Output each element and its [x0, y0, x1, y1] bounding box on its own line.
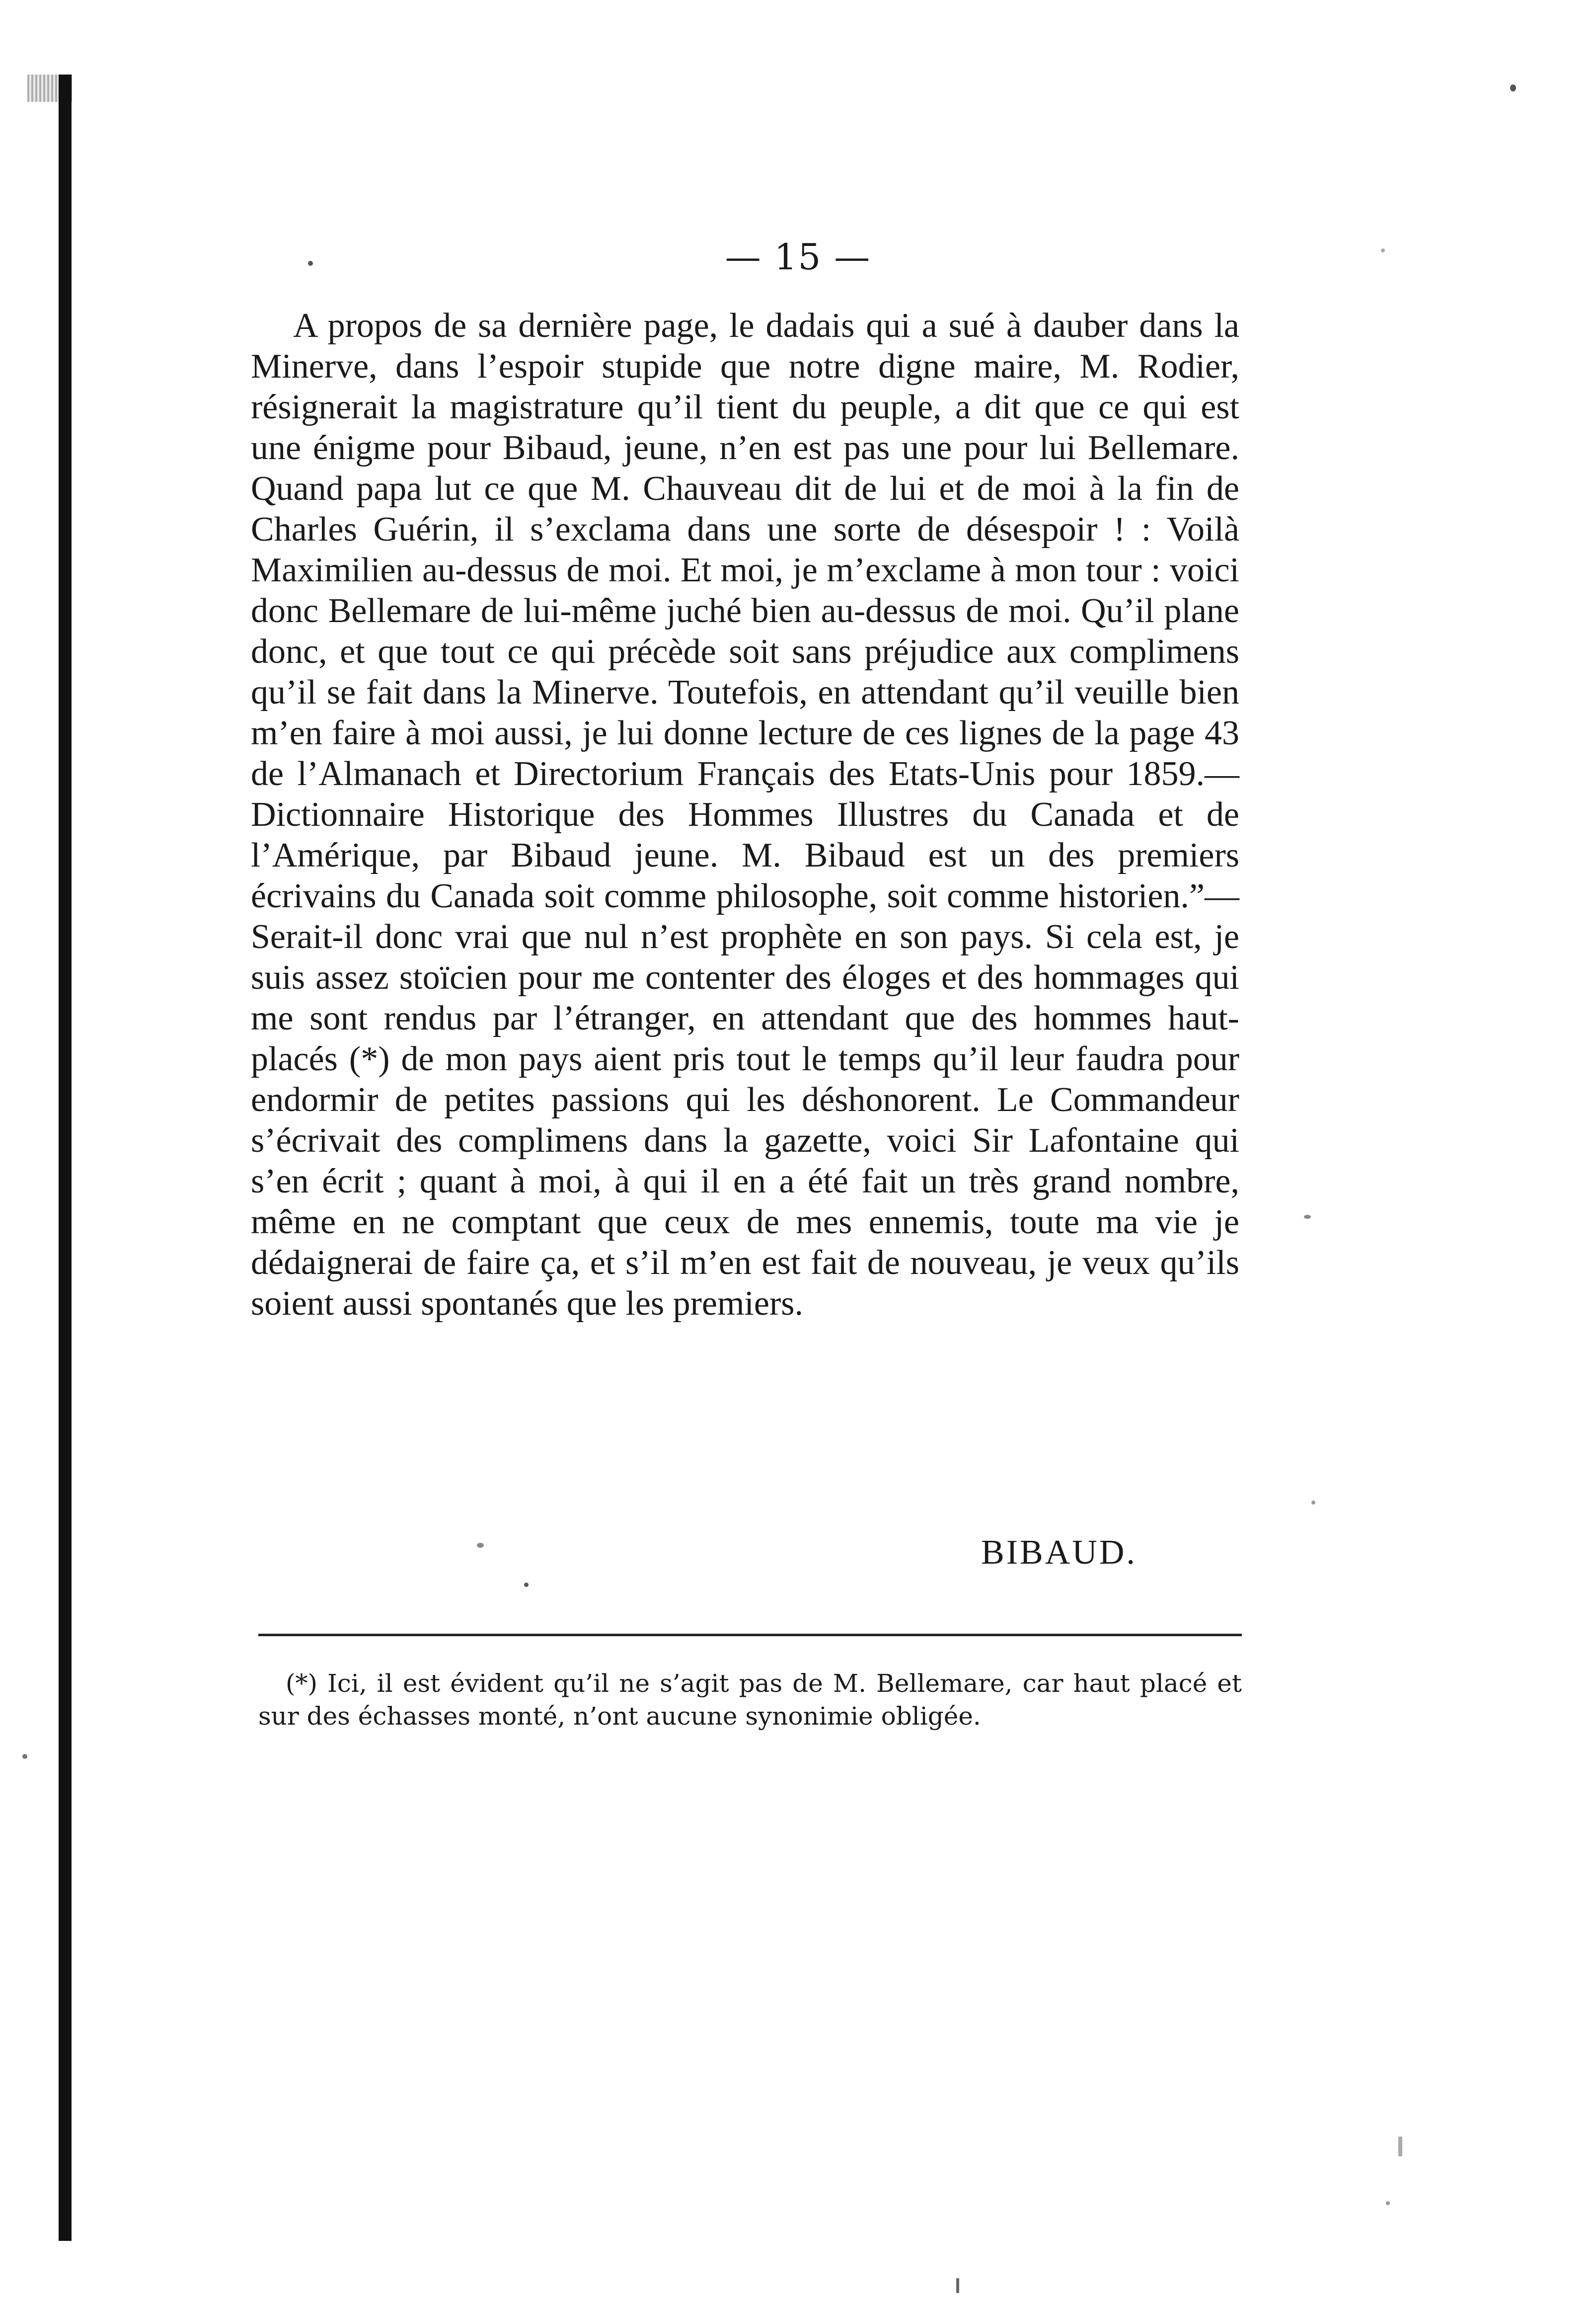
scan-speck: [1510, 84, 1516, 91]
scan-speck: [1386, 2201, 1390, 2205]
scan-speck: [524, 1583, 529, 1587]
scan-speck: [956, 2278, 959, 2293]
scan-speck: [308, 261, 313, 266]
scan-speck: [1311, 1501, 1315, 1505]
author-signature: BIBAUD.: [981, 1533, 1137, 1572]
scan-speck: [477, 1543, 484, 1548]
footnote: [258, 1667, 1242, 1733]
main-text: [251, 306, 1239, 1324]
footnote-divider: [258, 1634, 1242, 1636]
scan-speck: [22, 1754, 27, 1759]
scan-binding-edge: [59, 75, 72, 2241]
body-paragraph: A propos de sa dernière page, le dadais qui a sué à dauber dans la Minerve, dans l’espoir stupide que notre digne maire, M. Rodier, résignerait la magistrature qu’il tient du peuple, a dit que ce qui est une énigme pour Bibaud, jeune, n’en est pas une pour lui Bellemare. Quand papa lut ce que M. Chauveau dit de lui et de moi à la fin de Charles Guérin, il s’exclama dans une sorte de désespoir ! : Voilà Maximilien au-dessus de moi. Et moi, je m’exclame à mon tour : voici donc Bellemare de lui-même juché bien au-dessus de moi. Qu’il plane donc, et que tout ce qui précède soit sans préjudice aux complimens qu’il se fait dans la Minerve. Toutefois, en attendant qu’il veuille bien m’en faire à moi aussi, je lui donne lecture de ces lignes de la page 43 de l’Almanach et Directorium Français des Etats-Unis pour 1859.—Dictionnaire Historique des Hommes Illustres du Canada et de l’Amérique, par Bibaud jeune. M. Bibaud est un des premiers écrivains du Canada soit comme philosophe, soit comme historien.”—Serait-il donc vrai que nul n’est prophète en son pays. Si cela est, je suis assez stoïcien pour me contenter des éloges et des hommages qui me sont rendus par l’étranger, en attendant que des hommes haut-placés (*) de mon pays aient pris tout le temps qu’il leur faudra pour endormir de petites passions qui les déshonorent. Le Commandeur s’écrivait des complimens dans la gazette, voici Sir Lafontaine qui s’en écrit ; quant à moi, à qui il en a été fait un très grand nombre, même en ne comptant que ceux de mes ennemis, toute ma vie je dédaignerai de faire ça, et s’il m’en est fait de nouveau, je veux qu’ils soient aussi spontanés que les premiers.: [251, 307, 1239, 1323]
page-number: — 15 —: [725, 236, 871, 278]
footnote-text: (*) Ici, il est évident qu’il ne s’agit pas de M. Bellemare, car haut placé et sur des échasses monté, n’ont aucune synonimie obligée.: [258, 1669, 1242, 1731]
scan-speck: [1381, 248, 1385, 252]
scan-speck: [1398, 2137, 1402, 2156]
scan-speck: [1304, 1215, 1311, 1219]
